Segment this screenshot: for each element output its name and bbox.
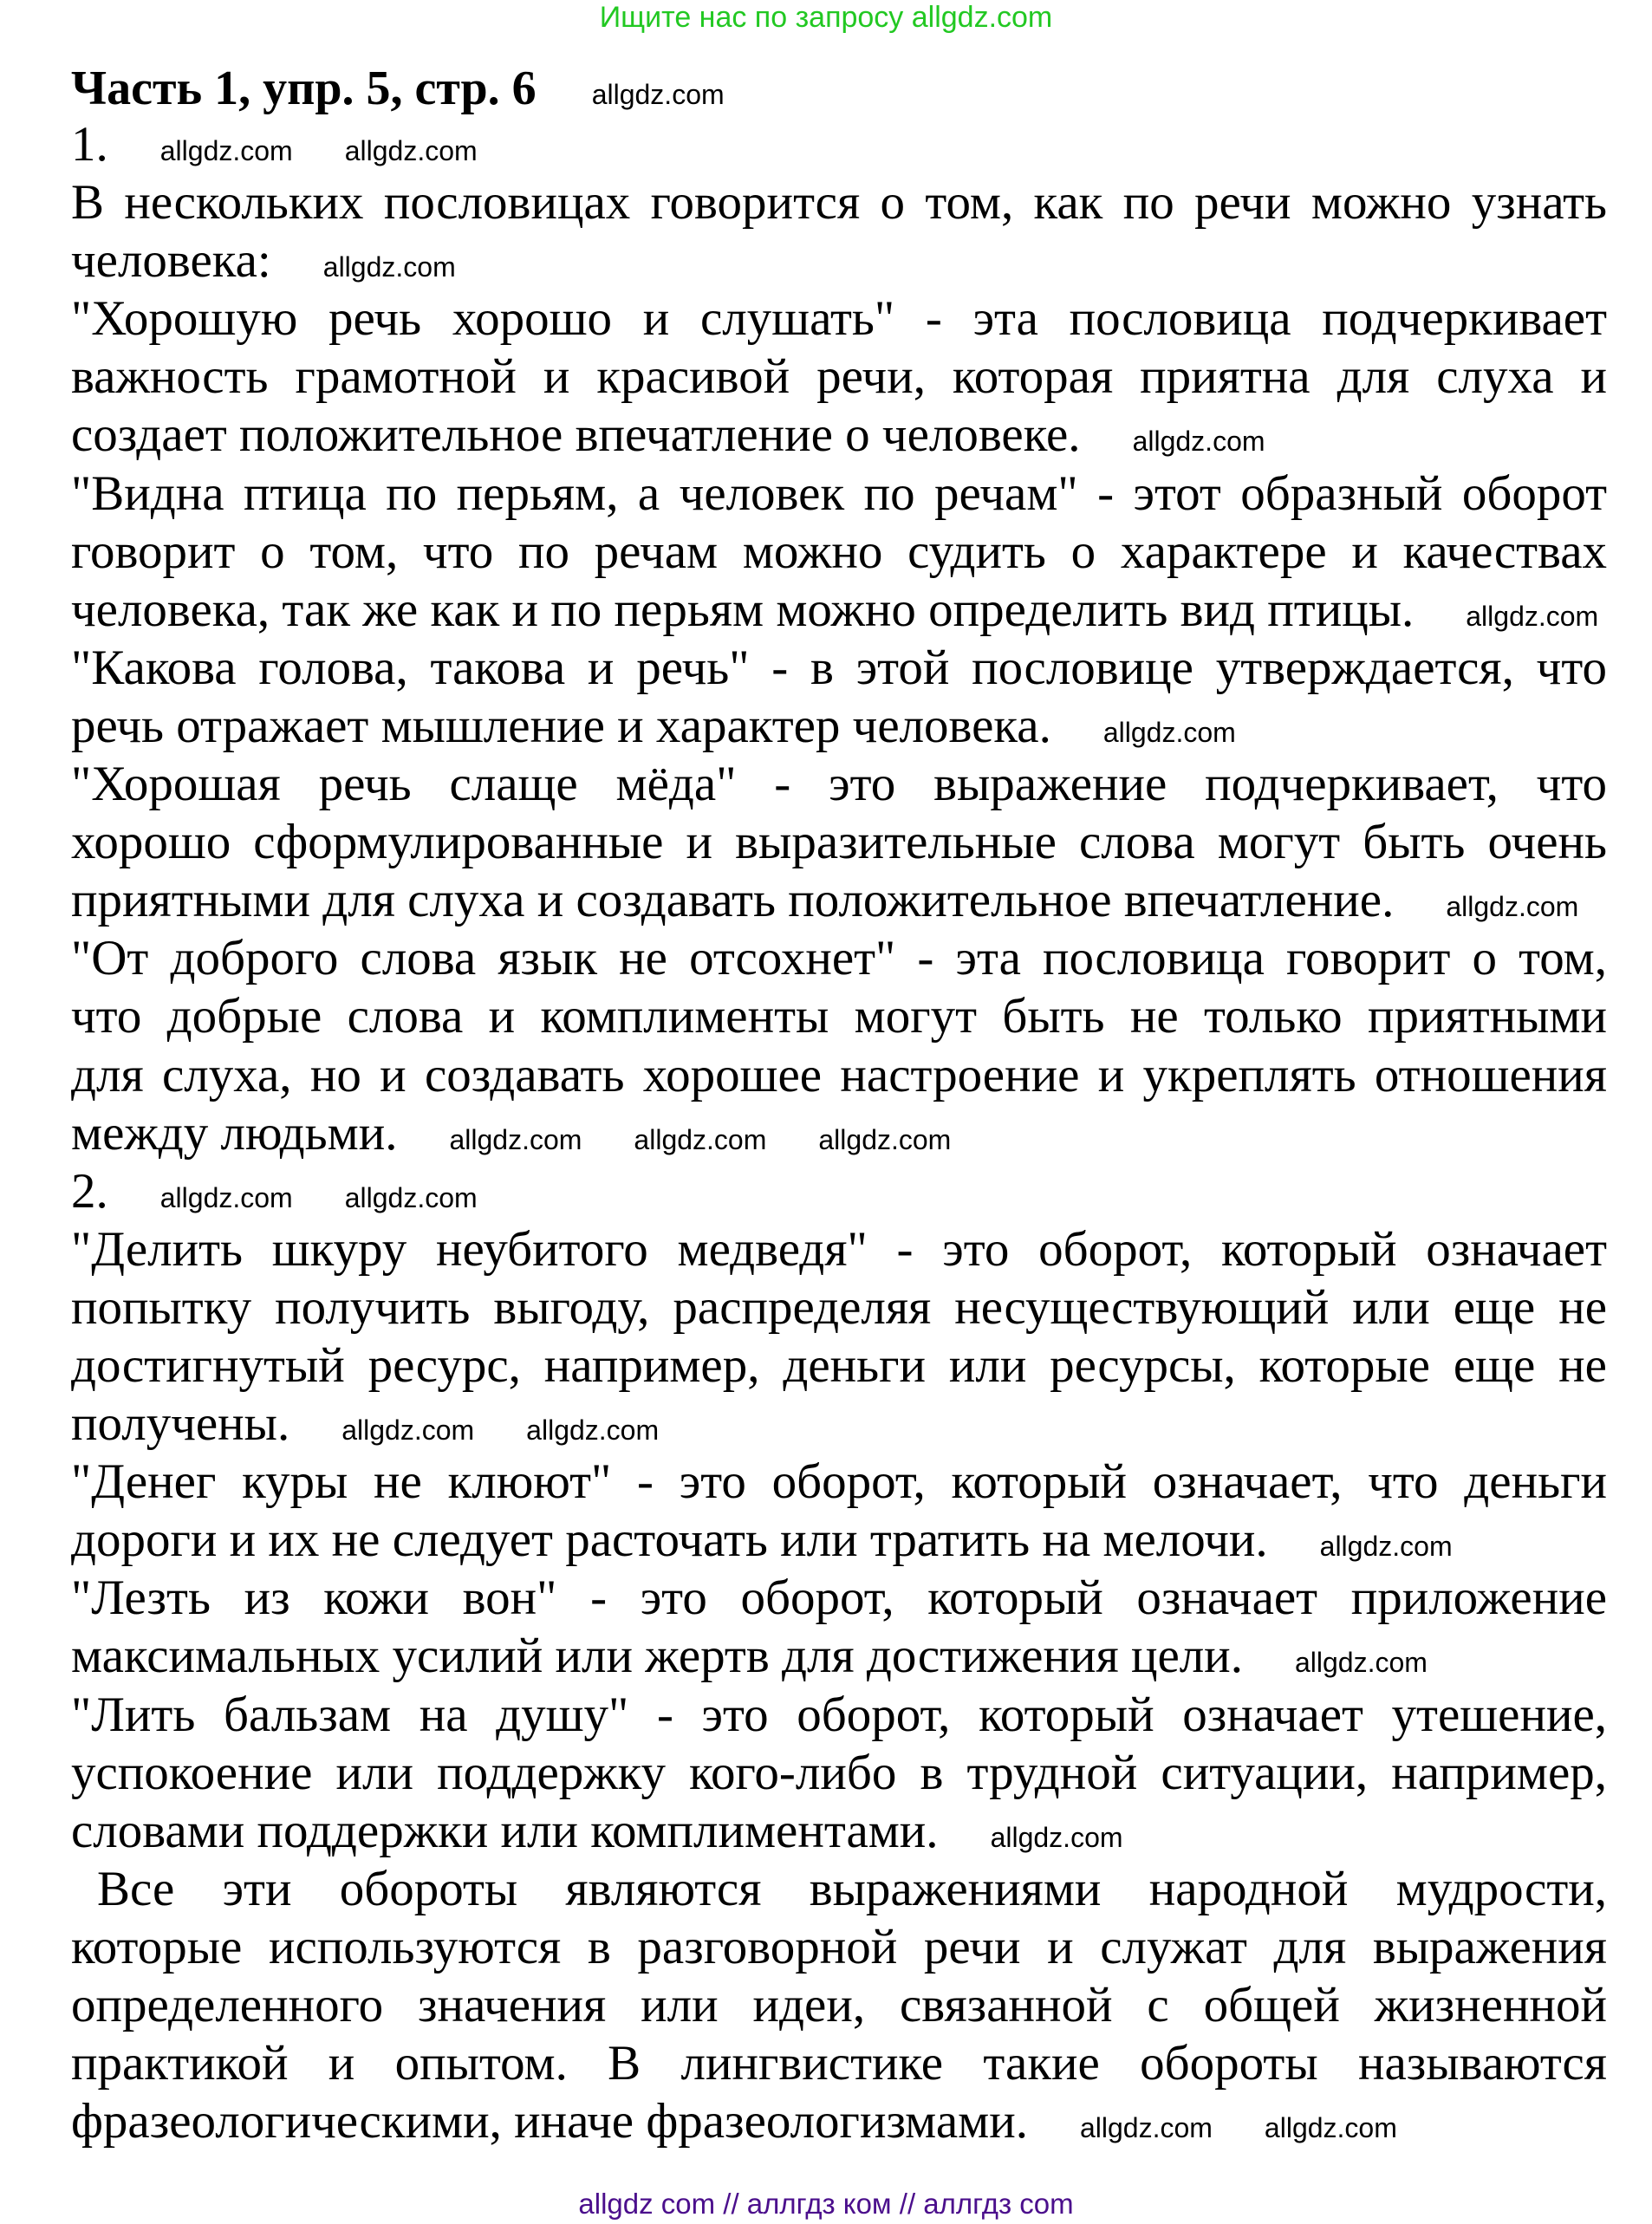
text-line-content: "Хорошую речь хорошо и слушать" - эта пословица подчеркивает [71, 291, 1607, 347]
text-line [71, 1278, 1607, 1336]
text-line-content: словами поддержки или комплиментами. [71, 1803, 939, 1858]
watermark: allgdz.com [1132, 426, 1265, 458]
text-line-content: дороги и их не следует расточать или тратить на мелочи. [71, 1512, 1268, 1568]
text-line-content: успокоение или поддержку кого-либо в трудной ситуации, например, [71, 1745, 1607, 1800]
text-line-content: 2. [71, 1163, 108, 1219]
text-line-content: "Лезть из кожи вон" - это оборот, который означает приложение [71, 1570, 1607, 1626]
text-line-content: максимальных усилий или жертв для достижения цели. [71, 1629, 1243, 1684]
text-line [71, 1627, 1607, 1685]
text-line-content: фразеологическими, иначе фразеологизмами. [71, 2094, 1028, 2149]
text-line-content: что добрые слова и комплименты могут быть не только приятными [71, 989, 1607, 1044]
text-line [71, 1976, 1607, 2034]
watermark: allgdz.com [159, 135, 293, 166]
text-line [71, 1744, 1607, 1802]
text-line-content: приятными для слуха и создавать положительное впечатление. [71, 873, 1395, 928]
text-line [71, 639, 1607, 697]
watermark: allgdz.com [344, 1181, 478, 1213]
text-line [71, 173, 1607, 231]
text-line [71, 406, 1607, 464]
watermark: allgdz.com [341, 1414, 475, 1447]
watermark: allgdz.com [449, 1123, 582, 1155]
text-line [71, 2034, 1607, 2092]
text-line-content: важность грамотной и красивой речи, которая приятна для слуха и [71, 349, 1607, 405]
top-banner-link[interactable]: Ищите нас по запросу allgdz.com [599, 1, 1053, 34]
text-line [71, 1046, 1607, 1104]
text-line [71, 1220, 1607, 1278]
text-line-content: практикой и опытом. В лингвистике такие обороты называются [71, 2036, 1607, 2091]
watermark: allgdz.com [1319, 1531, 1453, 1563]
text-line-content: получены. [71, 1396, 290, 1452]
page-title: Часть 1, упр. 5, стр. 6 [71, 62, 537, 115]
watermark: allgdz.com [1294, 1647, 1428, 1679]
watermark: allgdz.com [1466, 600, 1599, 632]
text-line-content: человека: [71, 233, 271, 289]
watermark: allgdz.com [344, 135, 478, 166]
watermark: allgdz.com [634, 1123, 767, 1155]
text-line-content: 1. [71, 117, 108, 172]
text-line-content: попытку получить выгоду, распределяя несуществующий или еще не [71, 1279, 1607, 1335]
text-line-content: В нескольких пословицах говорится о том, как по речи можно узнать [71, 175, 1607, 231]
text-line-content: говорит о том, что по речам можно судить о характере и качествах [71, 523, 1607, 579]
text-line-content: которые используются в разговорной речи и служат для выражения [71, 1919, 1607, 1974]
text-line [71, 115, 1607, 173]
text-line [71, 697, 1607, 755]
watermark: allgdz.com [990, 1821, 1123, 1853]
text-line [71, 871, 1607, 929]
text-line-content: создает положительное впечатление о человеке. [71, 407, 1081, 463]
text-line-content: "Денег куры не клюют" - это оборот, который означает, что деньги [71, 1454, 1607, 1510]
text-line-content: "Лить бальзам на душу" - это оборот, который означает утешение, [71, 1687, 1607, 1742]
text-line-content: "Видна птица по перьям, а человек по речам" - этот образный оборот [71, 465, 1607, 521]
text-line-content: определенного значения или идеи, связанной с общей жизненной [71, 1978, 1607, 2032]
text-line-content: Все эти обороты являются выражениями народной мудрости, [97, 1861, 1607, 1916]
text-line-content: для слуха, но и создавать хорошее настроение и укреплять отношения [71, 1047, 1607, 1102]
text-line [71, 1686, 1607, 1744]
text-line [71, 1336, 1607, 1395]
watermark: allgdz.com [1079, 2112, 1213, 2144]
watermark: allgdz.com [818, 1123, 952, 1155]
text-line-content: "Какова голова, такова и речь" - в этой пословице утверждается, что [71, 640, 1607, 695]
text-line [71, 581, 1607, 639]
watermark: allgdz.com [1446, 891, 1579, 923]
text-line-content: "От доброго слова язык не отсохнет" - эта пословица говорит о том, [71, 931, 1607, 986]
text-line [71, 1569, 1607, 1627]
text-line [71, 929, 1607, 987]
text-line [71, 1918, 1607, 1976]
text-line [71, 289, 1607, 348]
watermark: allgdz.com [1264, 2112, 1397, 2144]
text-line [71, 348, 1607, 406]
text-line [71, 755, 1607, 813]
text-line [71, 1860, 1607, 1918]
text-line-content: хорошо сформулированные и выразительные слова могут быть очень [71, 815, 1607, 870]
text-line [71, 2092, 1607, 2150]
text-line [71, 231, 1607, 289]
watermark: allgdz.com [322, 251, 456, 283]
heading-row [71, 61, 725, 116]
text-line [71, 1395, 1607, 1453]
text-line [71, 1802, 1607, 1860]
answer-text [71, 115, 1607, 2150]
watermark: allgdz.com [526, 1414, 660, 1447]
text-line [71, 1453, 1607, 1511]
text-line [71, 813, 1607, 871]
bottom-banner-link[interactable]: allgdz com // аллгдз ком // аллгдз com [578, 2188, 1074, 2220]
text-line-content: человека, так же как и по перьям можно определить вид птицы. [71, 582, 1415, 637]
text-line-content: между людьми. [71, 1105, 398, 1161]
watermark: allgdz.com [591, 79, 725, 110]
text-line-content: достигнутый ресурс, например, деньги или ресурсы, которые еще не [71, 1337, 1607, 1393]
text-line [71, 465, 1607, 523]
watermark: allgdz.com [159, 1181, 293, 1213]
text-line [71, 523, 1607, 581]
text-line [71, 1511, 1607, 1569]
watermark: allgdz.com [1102, 716, 1236, 748]
text-line-content: "Делить шкуру неубитого медведя" - это оборот, который означает [71, 1221, 1607, 1277]
text-line [71, 987, 1607, 1045]
text-line-content: "Хорошая речь слаще мёда" - это выражение подчеркивает, что [71, 757, 1607, 812]
text-line-content: речь отражает мышление и характер человека. [71, 698, 1051, 753]
text-line [71, 1104, 1607, 1162]
text-line [71, 1162, 1607, 1220]
